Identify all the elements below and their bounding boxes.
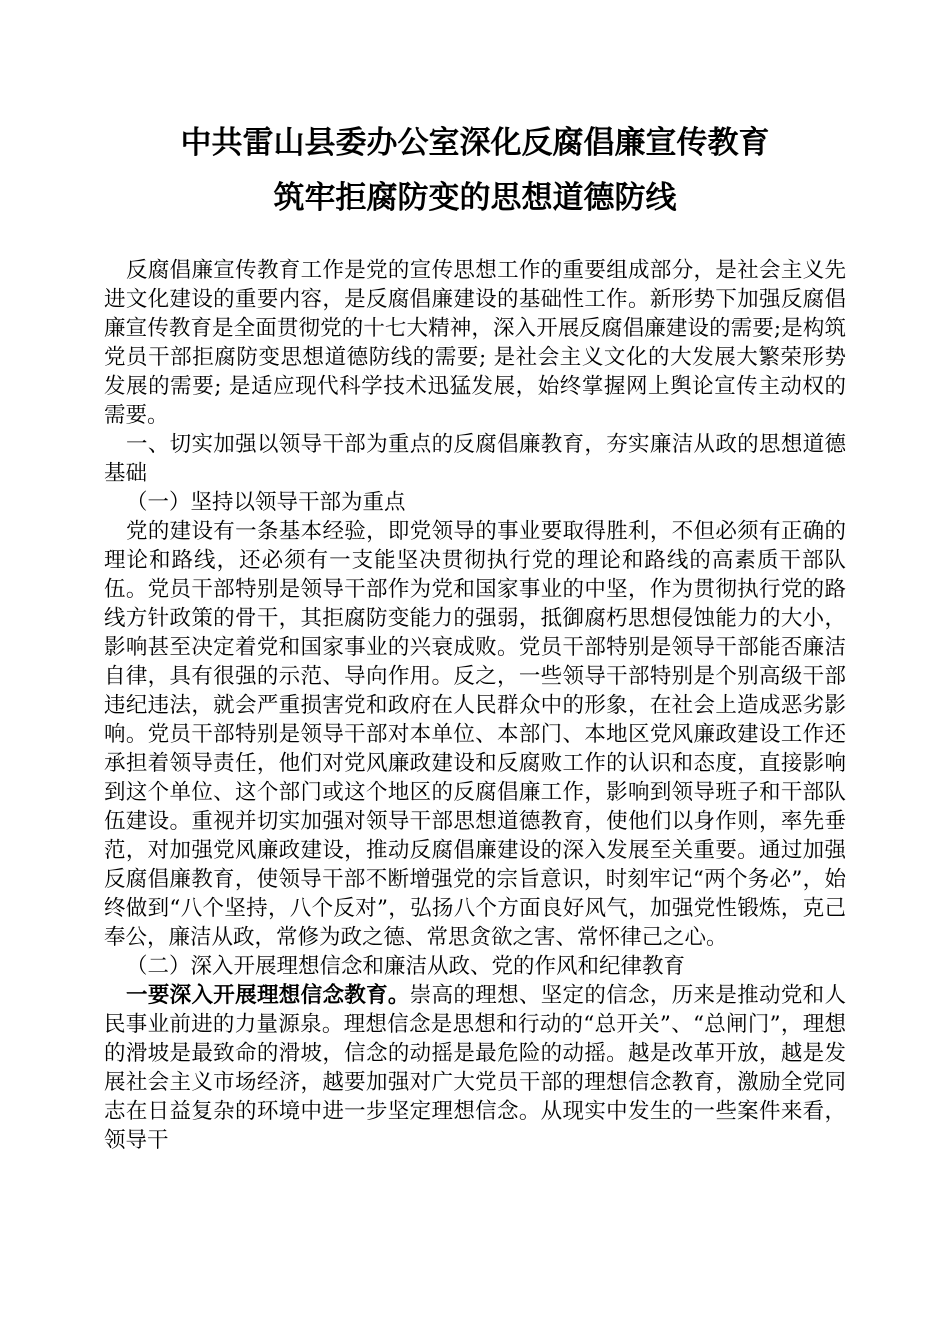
subsection-1-paragraph: 党的建设有一条基本经验，即党领导的事业要取得胜利，不但必须有正确的理论和路线，还必须有一支能坚决贯彻执行党的理论和路线的高素质干部队伍。党员干部特别是领导干部作为党和国家事业的中坚，作为贯彻执行党的路线方针政策的骨干，其拒腐防变能力的强弱，抵御腐朽思想侵蚀能力的大小，影响甚至决定着党和国家事业的兴衰成败。党员干部特别是领导干部能否廉洁自律，具有很强的示范、导向作用。反之，一些领导干部特别是个别高级干部违纪违法，就会严重损害党和政府在人民群众中的形象，在社会上造成恶劣影响。党员干部特别是领导干部对本单位、本部门、本地区党风廉政建设工作还承担着领导责任，他们对党风廉政建设和反腐败工作的认识和态度，直接影响到这个单位、这个部门或这个地区的反腐倡廉工作，影响到领导班子和干部队伍建设。重视并切实加强对领导干部思想道德教育，使他们以身作则，率先垂范，对加强党风廉政建设，推动反腐倡廉建设的深入发展至关重要。通过加强反腐倡廉教育，使领导干部不断增强党的宗旨意识，时刻牢记“两个务必”，始终做到“八个坚持，八个反对”，弘扬八个方面良好风气，加强党性锻炼，克己奉公，廉洁从政，常修为政之德、常思贪欲之害、常怀律己之心。: [104, 519, 846, 950]
subsection-1-heading: （一）坚持以领导干部为重点: [126, 490, 406, 515]
document-body: [104, 256, 846, 1155]
ideals-lead-sentence: 一要深入开展理想信念教育。: [126, 983, 410, 1008]
document-title-line-2: 筑牢拒腐防变的思想道德防线: [273, 180, 677, 216]
intro-paragraph: 反腐倡廉宣传教育工作是党的宣传思想工作的重要组成部分，是社会主义先进文化建设的重要内容，是反腐倡廉建设的基础性工作。新形势下加强反腐倡廉宣传教育是全面贯彻党的十七大精神，深入开展反腐倡廉建设的需要;是构筑党员干部拒腐防变思想道德防线的需要; 是社会主义文化的大发展大繁荣形势发展的需要; 是适应现代科学技术迅猛发展，始终掌握网上舆论宣传主动权的需要。: [104, 258, 846, 428]
document-title-line-1: 中共雷山县委办公室深化反腐倡廉宣传教育: [180, 125, 770, 161]
ideals-paragraph: [104, 981, 846, 1155]
section-1-heading: 一、切实加强以领导干部为重点的反腐倡廉教育，夯实廉洁从政的思想道德基础: [104, 432, 846, 486]
ideals-body-text: 崇高的理想、坚定的信念，历来是推动党和人民事业前进的力量源泉。理想信念是思想和行动的“总开关”、“总闸门”，理想的滑坡是最致命的滑坡，信念的动摇是最危险的动摇。越是改革开放，越是发展社会主义市场经济，越要加强对广大党员干部的理想信念教育，激励全党同志在日益复杂的环境中进一步坚定理想信念。从现实中发生的一些案件来看，领导干: [104, 983, 846, 1153]
subsection-2-heading: （二）深入开展理想信念和廉洁从政、党的作风和纪律教育: [126, 954, 686, 979]
